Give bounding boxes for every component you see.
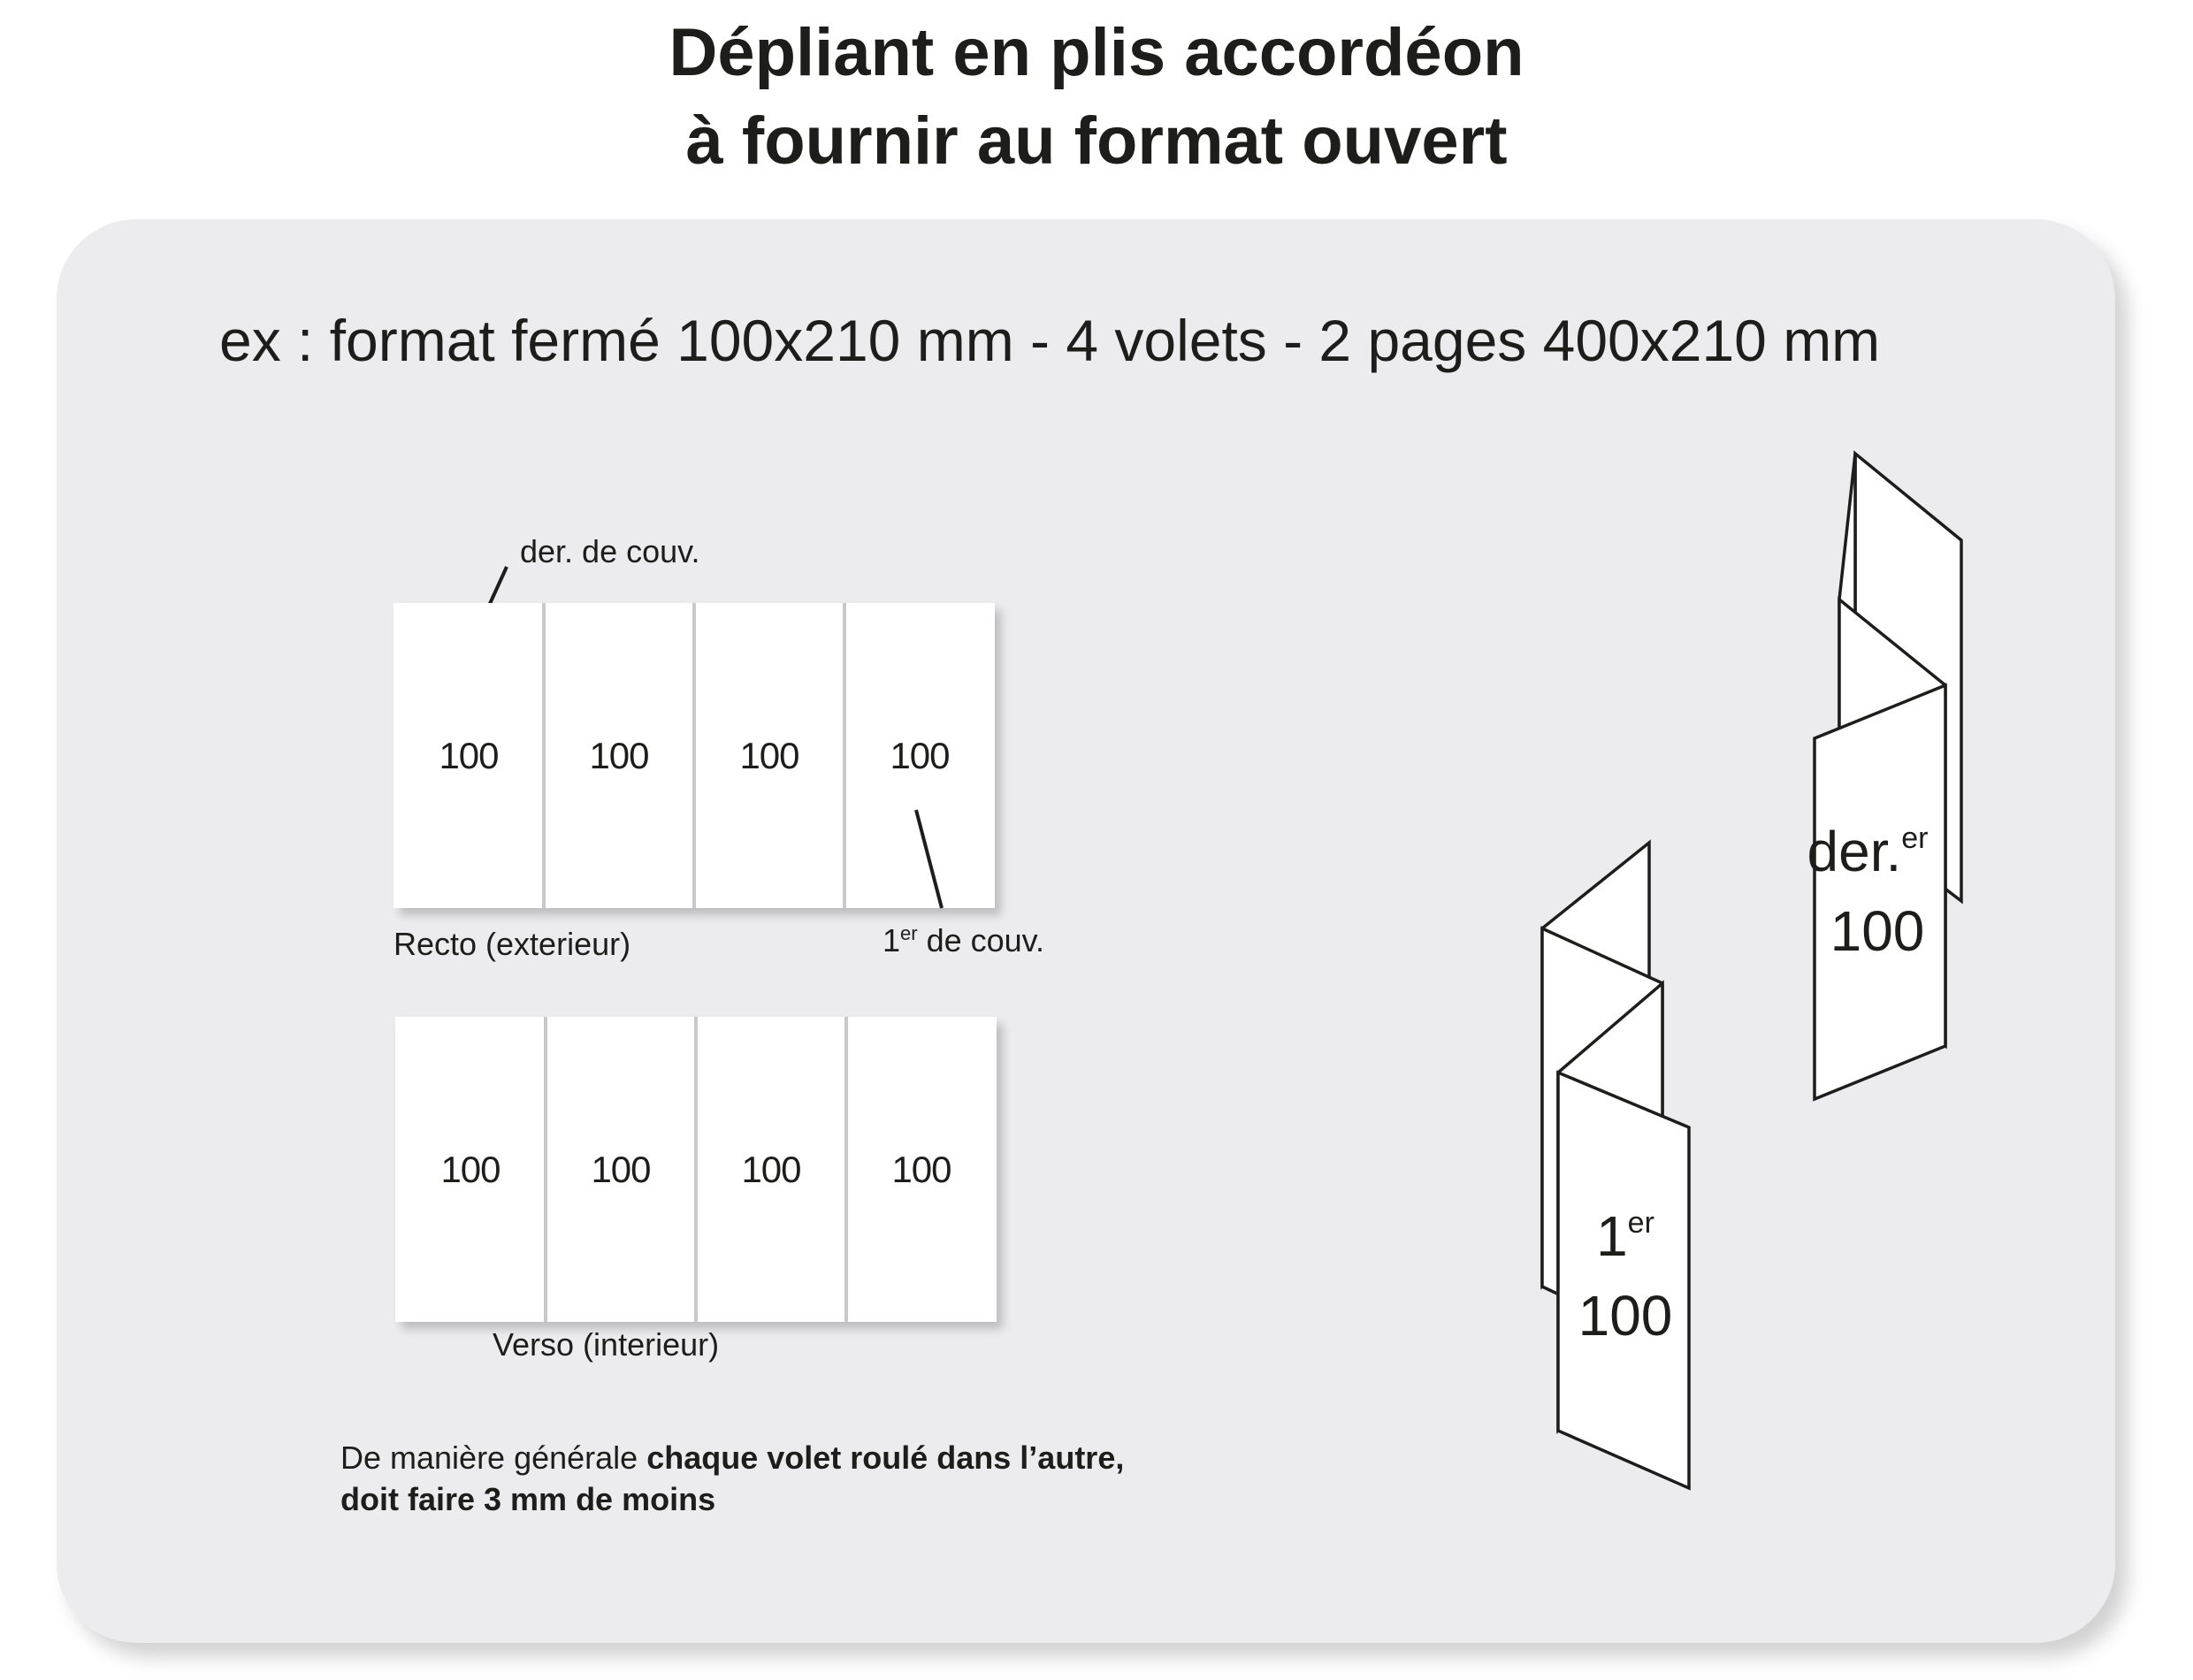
fold-right-panel-1 xyxy=(1815,685,1945,1099)
verso-label: Verso (interieur) xyxy=(493,1326,720,1363)
general-note: De manière générale chaque volet roulé dans l’autre, doit faire 3 mm de moins xyxy=(340,1439,1125,1517)
recto-front-cover-label: 1er de couv. xyxy=(883,922,1045,958)
recto-label: Recto (exterieur) xyxy=(394,926,631,962)
recto-volet-4: 100 xyxy=(890,734,950,776)
verso-volet-2: 100 xyxy=(591,1148,651,1190)
fold-left-line-1: 1er xyxy=(1596,1204,1654,1268)
recto-back-cover-label: der. de couv. xyxy=(520,533,700,569)
recto-volet-2: 100 xyxy=(589,734,649,776)
fold-left-line-2: 100 xyxy=(1578,1284,1673,1348)
fold-left-panel-1 xyxy=(1558,1073,1689,1488)
title-line-1: Dépliant en plis accordéon xyxy=(669,15,1524,90)
verso-volet-1: 100 xyxy=(440,1148,500,1190)
verso-volet-4: 100 xyxy=(891,1148,951,1190)
example-format-text: ex : format fermé 100x210 mm - 4 volets - 2 pages 400x210 mm xyxy=(219,308,1881,373)
fold-right-line-1: der.$^{er}$ xyxy=(1807,820,1929,883)
recto-volet-3: 100 xyxy=(739,734,799,776)
verso-volet-3: 100 xyxy=(741,1148,801,1190)
title-line-2: à fournir au format ouvert xyxy=(685,103,1508,179)
fold-right-line-2: 100 xyxy=(1830,899,1925,963)
recto-volet-1: 100 xyxy=(439,734,499,776)
